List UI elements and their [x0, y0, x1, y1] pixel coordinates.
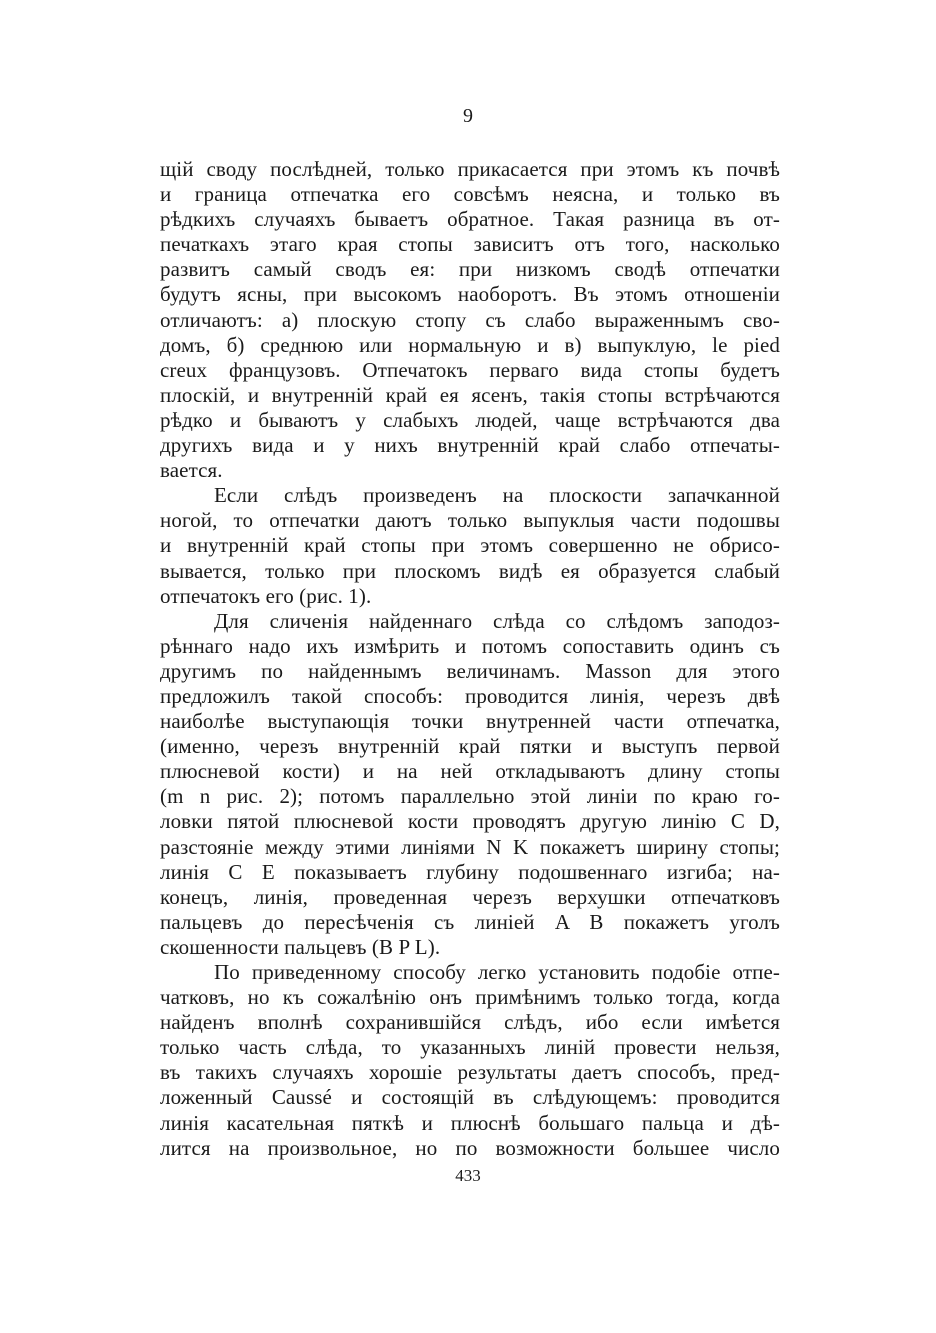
text-line: рѣннаго надо ихъ измѣрить и потомъ сопоставить одинъ съ: [160, 633, 780, 658]
text-line: найденъ вполнѣ сохранившійся слѣдъ, ибо если имѣется: [160, 1010, 780, 1035]
text-line: развитъ самый сводъ ея: при низкомъ сводѣ отпечатки: [160, 257, 780, 282]
text-line: наиболѣе выступающія точки внутренней части отпечатка,: [160, 709, 780, 734]
text-line: щій своду послѣдней, только прикасается при этомъ къ почвѣ: [160, 157, 780, 181]
text-line: лится на произвольное, но по возможности большее число: [160, 1135, 780, 1160]
text-line: вывается, только при плоскомъ видѣ ея образуется слабый: [160, 558, 780, 583]
text-line: (m n рис. 2); потомъ параллельно этой линіи по краю го-: [160, 784, 780, 809]
text-line: конецъ, линія, проведенная черезъ верхушки отпечатковъ: [160, 884, 780, 909]
text-line: только часть слѣда, то указанныхъ линій провести нельзя,: [160, 1035, 780, 1060]
text-line: домъ, б) среднюю или нормальную и в) выпуклую, le pied: [160, 332, 780, 357]
text-line: линія касательная пяткѣ и плюснѣ большаго пальца и дѣ-: [160, 1110, 780, 1135]
text-line: отпечатокъ его (рис. 1).: [160, 583, 372, 608]
page-number: 9: [463, 105, 473, 127]
text-line: предложилъ такой способъ: проводится линія, черезъ двѣ: [160, 683, 780, 708]
text-line: и внутренній край стопы при этомъ совершенно не обрисо-: [160, 533, 780, 558]
text-line: другимъ по найденнымъ величинамъ. Masson для этого: [160, 658, 780, 683]
text-line: рѣдко и бываютъ у слабыхъ людей, чаще встрѣчаются два: [160, 407, 780, 432]
text-line: ловки пятой плюсневой кости проводятъ другую линію C D,: [160, 809, 780, 834]
text-line: скошенности пальцевъ (B P L).: [160, 934, 441, 959]
text-line: По приведенному способу легко установить подобіе отпе-: [214, 960, 780, 984]
text-line: (именно, черезъ внутренній край пятки и выступъ первой: [160, 734, 780, 759]
text-line: плюсневой кости) и на ней откладываютъ длину стопы: [160, 759, 780, 784]
signature-number: 433: [455, 1166, 481, 1185]
text-line: Для сличенія найденнаго слѣда со слѣдомъ заподоз-: [214, 608, 780, 633]
text-line: другихъ вида и у нихъ внутренній край слабо отпечаты-: [160, 433, 780, 458]
text-line: рѣдкихъ случаяхъ бываетъ обратное. Такая разница въ от-: [160, 207, 780, 232]
text-line: чатковъ, но къ сожалѣнію онъ примѣнимъ только тогда, когда: [160, 985, 780, 1010]
text-line: вается.: [160, 458, 223, 483]
text-line: пальцевъ до пересѣченія съ линіей A B покажетъ уголъ: [160, 909, 780, 934]
body-text: [160, 157, 780, 1161]
text-line: разстояніе между этими линіями N K покажетъ ширину стопы;: [160, 834, 780, 859]
text-line: линія C E показываетъ глубину подошвеннаго изгиба; на-: [160, 859, 780, 884]
text-line: creux французовъ. Отпечатокъ перваго вида стопы будетъ: [160, 357, 780, 382]
text-line: будутъ ясны, при высокомъ наоборотъ. Въ этомъ отношеніи: [160, 282, 780, 307]
text-line: Если слѣдъ произведенъ на плоскости запачканной: [214, 483, 780, 508]
text-line: отличаютъ: а) плоскую стопу съ слабо выраженнымъ сво-: [160, 307, 780, 332]
text-line: печаткахъ этаго края стопы зависитъ отъ того, насколько: [160, 232, 780, 257]
text-line: ногой, то отпечатки даютъ только выпуклыя части подошвы: [160, 508, 780, 533]
text-line: ложенный Caussé и состоящій въ слѣдующемъ: проводится: [160, 1085, 780, 1110]
text-line: и граница отпечатка его совсѣмъ неясна, и только въ: [160, 182, 780, 207]
text-line: плоскій, и внутренній край ея ясенъ, такія стопы встрѣчаются: [160, 382, 780, 407]
text-line: въ такихъ случаяхъ хорошіе результаты даетъ способъ, пред-: [160, 1060, 780, 1085]
